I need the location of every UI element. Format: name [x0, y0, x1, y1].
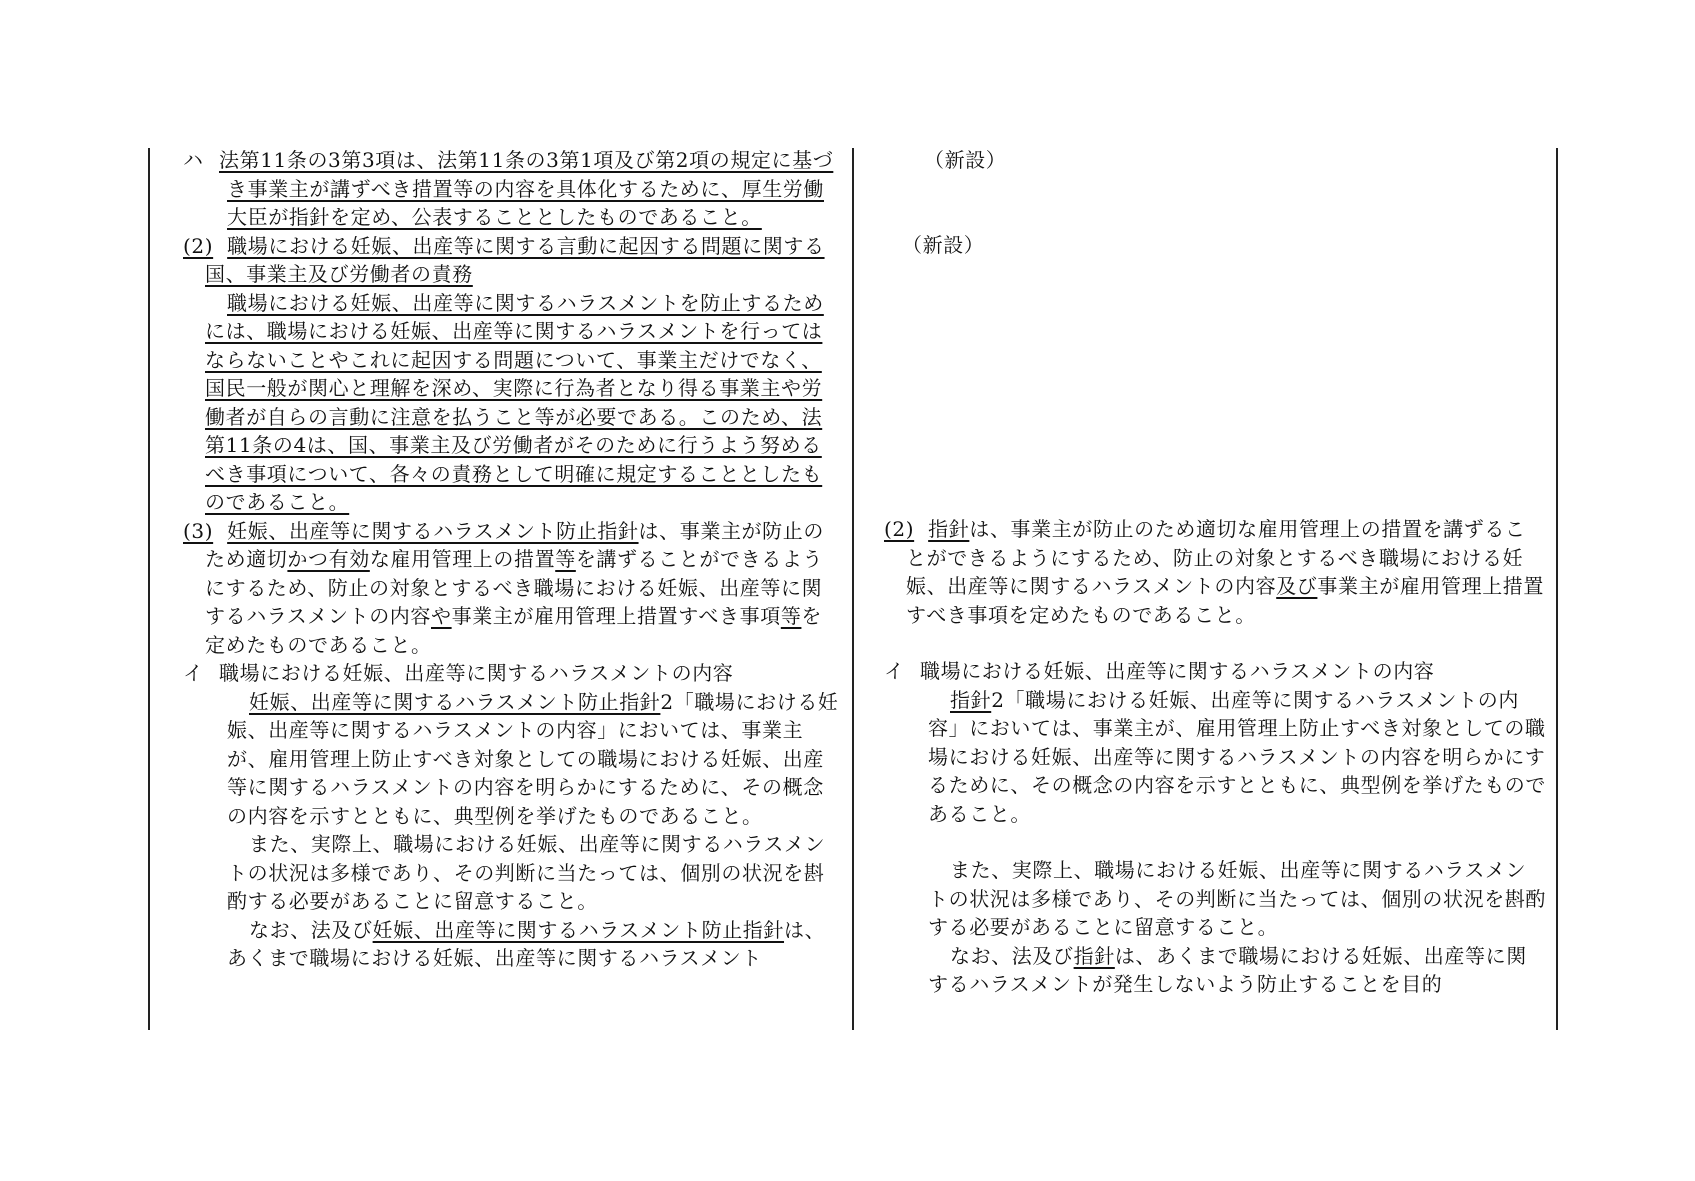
orig-section-2-label: (2): [884, 517, 915, 541]
section-3-t8: 事業主が雇用管理上措置すべき事項: [451, 604, 781, 628]
item-i-p3b: 妊娠、出産等に関するハラスメント防止指針: [372, 917, 785, 942]
new-placeholder-1-text: （新設）: [924, 148, 1007, 172]
section-3-t5: 等: [555, 547, 576, 571]
section-3-t10: を定めたものであること。: [205, 604, 823, 657]
section-3-t3: かつ有効: [287, 547, 370, 571]
section-3-t9: 等: [780, 604, 802, 628]
orig-item-i-p3a: なお、法及び: [950, 943, 1074, 968]
item-i-title: 職場における妊娠、出産等に関するハラスメントの内容: [219, 661, 734, 685]
orig-item-i-p3: [906, 942, 1546, 999]
new-placeholder-2-text: （新設）: [902, 232, 985, 257]
orig-item-i-p1b: 2「職場における妊娠、出産等に関するハラスメントの内容」においては、事業主が、雇用管理上防止すべき対象としての職場における妊娠、出産等に関するハラスメントの内容を明らかにするために、その概念の内容を示すとともに、典型例を挙げたものであること。: [928, 687, 1546, 826]
section-3-t6: を講ずることができるようにするため、防止の対象とするべき職場における妊娠、出産等に関するハラスメントの内容: [205, 547, 824, 628]
new-placeholder-2: [902, 231, 1546, 260]
orig-item-i-p1a: 指針: [950, 687, 992, 712]
section-3-label: (3): [183, 518, 214, 543]
orig-item-i-p2: [906, 856, 1546, 942]
section-2-body-text: 職場における妊娠、出産等に関するハラスメントを防止するためには、職場における妊娠、出産等に関するハラスメントを行ってはならないことやこれに起因する問題について、事業主だけでなく、国民一般が関心と理解を深め、実際に行為者となり得る事業主や労働者が自らの言動に注意を払うこと等が必要である。このため、法第11条の4は、国、事業主及び労働者がそのために行うよう努めるべき事項について、各々の責務として明確に規定することとしたものであること。: [205, 290, 824, 514]
section-3-t2: は、事業主が防止のため適切: [205, 518, 824, 571]
right-border-line: [1556, 148, 1558, 1030]
orig-section-2-t1: 指針: [928, 517, 970, 541]
orig-section-2-t4: 事業主が雇用管理上措置すべき事項を定めたものであること。: [906, 574, 1545, 627]
orig-item-i-heading: イ 職場における妊娠、出産等に関するハラスメントの内容: [884, 659, 1435, 683]
item-i-heading: イ 職場における妊娠、出産等に関するハラスメントの内容: [183, 661, 734, 685]
orig-section-2-t2: は、事業主が防止のため適切な雇用管理上の措置を講ずることができるようにするため、防止の対象とするべき職場における妊娠、出産等に関するハラスメントの内容: [906, 517, 1526, 598]
section-3-t4: な雇用管理上の措置: [369, 547, 556, 571]
item-i-p2-text: また、実際上、職場における妊娠、出産等に関するハラスメントの状況は多様であり、その判断に当たっては、個別の状況を斟酌する必要があることに留意すること。: [227, 832, 826, 913]
section-2-body: [205, 289, 841, 517]
item-i-p1a: 妊娠、出産等に関するハラスメント防止指針: [249, 689, 661, 714]
left-border-line: [148, 148, 150, 1030]
section-2-label: (2): [183, 233, 214, 258]
original-text-column: [884, 146, 1546, 999]
orig-item-i-p3c: は、あくまで職場における妊娠、出産等に関するハラスメントが発生しないよう防止することを目的: [928, 943, 1527, 996]
section-3: [183, 517, 841, 660]
item-ha-text: 法第11条の3第3項は、法第11条の3第1項及び第2項の規定に基づき事業主が講ずべき措置等の内容を具体化するために、厚生労働大臣が指針を定め、公表することとしたものであること。: [219, 148, 834, 229]
center-divider-line: [852, 148, 854, 1030]
item-i-p2: [205, 830, 841, 916]
item-i-p3c: は、あくまで職場における妊娠、出産等に関するハラスメント: [227, 917, 826, 970]
section-2-title: 職場における妊娠、出産等に関する言動に起因する問題に関する国、事業主及び労働者の責務: [205, 233, 825, 286]
orig-section-2-t3: 及び: [1276, 574, 1318, 598]
item-i-p1b: 2「職場における妊娠、出産等に関するハラスメントの内容」においては、事業主が、雇用管理上防止すべき対象としての職場における妊娠、出産等に関するハラスメントの内容を明らかにするために、その概念の内容を示すとともに、典型例を挙げたものであること。: [227, 689, 839, 828]
section-3-t7: や: [431, 604, 452, 628]
item-i-p3a: なお、法及び: [249, 917, 373, 942]
new-placeholder-1: [924, 146, 1546, 175]
item-i-p1: [205, 688, 841, 831]
orig-item-i-p1: [906, 686, 1546, 829]
section-3-t1: 妊娠、出産等に関するハラスメント防止指針: [227, 518, 639, 543]
section-2-heading: [183, 232, 841, 289]
item-i-p3: [205, 916, 841, 973]
revised-text-column: [183, 146, 841, 973]
orig-item-i-p2-text: また、実際上、職場における妊娠、出産等に関するハラスメントの状況は多様であり、その判断に当たっては、個別の状況を斟酌する必要があることに留意すること。: [928, 858, 1546, 939]
item-ha: ハ 法第11条の3第3項は、法第11条の3第1項及び第2項の規定に基づき事業主が講ずべき措置等の内容を具体化するために、厚生労働大臣が指針を定め、公表することとしたものであること。: [183, 148, 834, 229]
orig-section-2: [884, 515, 1546, 629]
orig-item-i-p3b: 指針: [1073, 943, 1115, 968]
orig-item-i-title: 職場における妊娠、出産等に関するハラスメントの内容: [920, 659, 1435, 683]
